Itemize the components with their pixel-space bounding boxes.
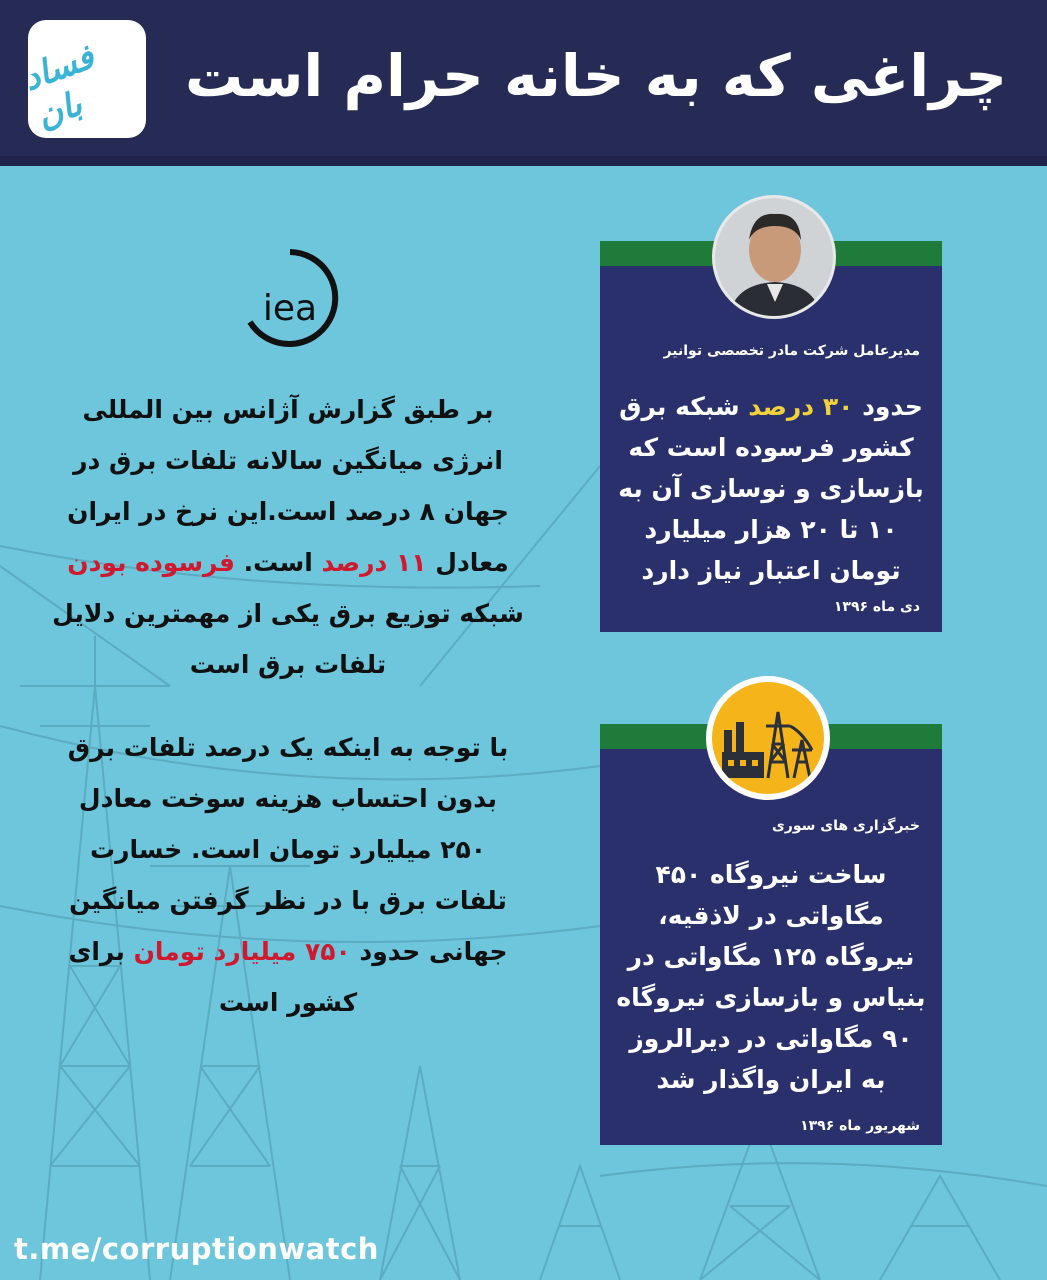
paragraph-iea-report	[52, 384, 524, 690]
iea-logo-text: iea	[262, 288, 318, 329]
quote-date: شهریور ماه ۱۳۹۶	[800, 1118, 920, 1134]
source-caption: خبرگزاری های سوری	[771, 818, 920, 834]
paragraph1-highlight-worn: فرسوده بودن	[67, 548, 235, 577]
paragraph1-text-c: شبکه توزیع برق یکی از مهمترین دلایل تلفات برق است	[52, 599, 524, 679]
quote-text-a: حدود	[853, 392, 923, 421]
header-stripe	[0, 156, 1047, 166]
paragraph2-text-b: برای کشور است	[68, 937, 358, 1017]
quote-text: ساخت نیروگاه ۴۵۰ مگاواتی در لاذقیه، نیروگاه ۱۲۵ مگاواتی در بنیاس و بازسازی نیروگاه ۹۰ مگاواتی در دیرالروز به ایران واگذار شد	[616, 860, 926, 1094]
quote-card-syria	[600, 724, 942, 1145]
brand-logo	[17, 20, 146, 138]
paragraph1-text-b: است.	[234, 548, 322, 577]
paragraph1-text-a: بر طبق گزارش آژانس بین المللی انرژی میانگین سالانه تلفات برق در جهان ۸ درصد است.این نرخ در ایران معادل	[67, 395, 509, 577]
paragraph-loss-cost	[52, 722, 524, 1028]
telegram-link[interactable]: t.me/corruptionwatch	[14, 1232, 379, 1266]
avatar	[712, 195, 836, 319]
quote-text-b: شبکه برق کشور فرسوده است که بازسازی و نوسازی آن به ۱۰ تا ۲۰ هزار میلیارد تومان اعتبار نیاز دارد	[618, 392, 924, 585]
quote-highlight: ۳۰ درصد	[748, 392, 854, 421]
quote-text	[614, 386, 928, 591]
paragraph1-highlight-percent: ۱۱ درصد	[321, 548, 427, 577]
quote-date: دی ماه ۱۳۹۶	[833, 599, 920, 615]
power-plant-icon	[706, 676, 830, 800]
paragraph2-text-a: با توجه به اینکه یک درصد تلفات برق بدون احتساب هزینه سوخت معادل ۲۵۰ میلیارد تومان است. خسارت تلفات برق با در نظر گرفتن میانگین جهانی حدود	[67, 733, 509, 966]
page-title: چراغی که به خانه حرام است	[185, 42, 1007, 110]
header-bar	[0, 0, 1047, 166]
quote-card-tavanir	[600, 241, 942, 632]
brand-logo-text: فساد بان	[17, 36, 100, 137]
person-portrait-icon	[715, 198, 833, 316]
paragraph2-highlight-amount: ۷۵۰ میلیارد تومان	[133, 937, 351, 966]
iea-logo	[238, 246, 342, 350]
source-caption: مدیرعامل شرکت مادر تخصصی توانیر	[663, 343, 920, 359]
